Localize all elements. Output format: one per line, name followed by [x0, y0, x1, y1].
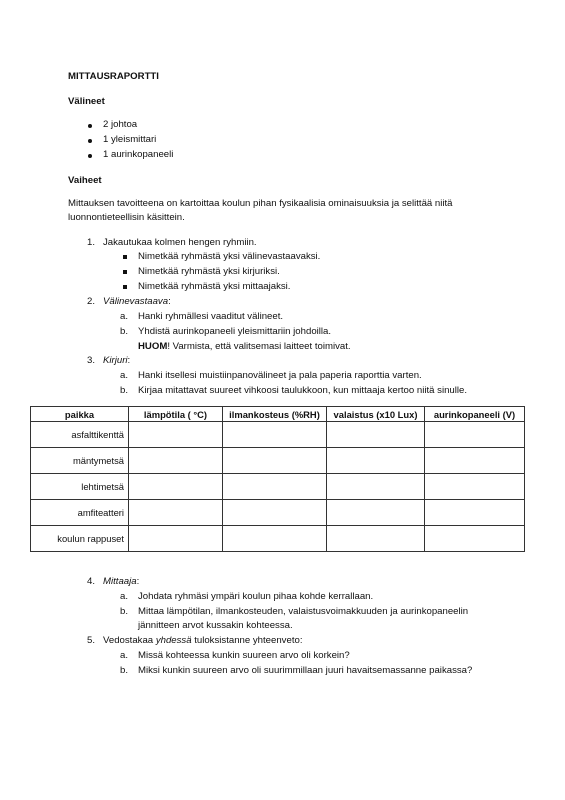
square-bullet-icon: [123, 270, 127, 274]
column-header: paikka: [31, 407, 129, 422]
column-header: lämpötila ( °C): [129, 407, 223, 422]
table-cell[interactable]: [129, 448, 223, 474]
table-row: [31, 474, 525, 500]
list-item: jännitteen arvot kussakin kohteessa.: [138, 620, 293, 631]
step-number: 1.: [87, 237, 96, 248]
column-header: aurinkopaneeli (V): [425, 407, 525, 422]
bullet-icon: [88, 139, 92, 143]
row-label: lehtimetsä: [31, 474, 129, 500]
list-item: 1 aurinkopaneeli: [103, 149, 174, 160]
list-item: Kirjaa mitattavat suureet vihkoosi taulukkoon, kun mittaaja kertoo niitä sinulle.: [138, 385, 468, 396]
step-number: 3.: [87, 355, 96, 366]
table-cell[interactable]: [327, 422, 425, 448]
step-1-text: Jakautukaa kolmen hengen ryhmiin.: [103, 237, 257, 248]
table-row: [31, 422, 525, 448]
warning-note: HUOM! Varmista, että valitsemasi laitteet toimivat.: [138, 341, 351, 352]
table-cell[interactable]: [223, 474, 327, 500]
bullet-icon: [88, 124, 92, 128]
table-row: [31, 448, 525, 474]
intro-text: luonnontieteellisin käsittein.: [68, 212, 185, 223]
table-cell[interactable]: [223, 448, 327, 474]
table-cell[interactable]: [223, 526, 327, 552]
table-cell[interactable]: [129, 500, 223, 526]
row-label: koulun rappuset: [31, 526, 129, 552]
table-cell[interactable]: [425, 422, 525, 448]
list-item: Nimetkää ryhmästä yksi kirjuriksi.: [138, 266, 280, 277]
sub-letter: a.: [120, 370, 129, 381]
table-cell[interactable]: [425, 448, 525, 474]
list-item: Nimetkää ryhmästä yksi välinevastaavaksi.: [138, 251, 321, 262]
sub-letter: b.: [120, 385, 129, 396]
table-cell[interactable]: [327, 526, 425, 552]
column-header: valaistus (x10 Lux): [327, 407, 425, 422]
table-cell[interactable]: [129, 422, 223, 448]
table-cell[interactable]: [425, 526, 525, 552]
step-5-text: Vedostakaa yhdessä tuloksistanne yhteenveto:: [103, 635, 303, 646]
square-bullet-icon: [123, 285, 127, 289]
table-cell[interactable]: [223, 500, 327, 526]
sub-letter: a.: [120, 650, 129, 661]
list-item: Johdata ryhmäsi ympäri koulun pihaa kohde kerrallaan.: [138, 591, 374, 602]
step-3-text: Kirjuri:: [103, 355, 131, 366]
table-cell[interactable]: [425, 474, 525, 500]
table-row: [31, 500, 525, 526]
sub-letter: b.: [120, 665, 129, 676]
list-item: Yhdistä aurinkopaneeli yleismittariin johdoilla.: [138, 326, 332, 337]
page-title: MITTAUSRAPORTTI: [68, 71, 159, 82]
column-header: ilmankosteus (%RH): [223, 407, 327, 422]
list-item: 2 johtoa: [103, 119, 138, 130]
table-cell[interactable]: [129, 526, 223, 552]
table-cell[interactable]: [327, 448, 425, 474]
measurement-table: [30, 406, 525, 552]
step-number: 4.: [87, 576, 96, 587]
row-label: asfalttikenttä: [31, 422, 129, 448]
table-header-row: [31, 407, 525, 422]
table-row: [31, 526, 525, 552]
step-4-text: Mittaaja:: [103, 576, 140, 587]
bullet-icon: [88, 154, 92, 158]
table-cell[interactable]: [223, 422, 327, 448]
intro-text: Mittauksen tavoitteena on kartoittaa koulun pihan fysikaalisia ominaisuuksia ja selittää niitä: [68, 198, 453, 209]
table-cell[interactable]: [129, 474, 223, 500]
table-cell[interactable]: [425, 500, 525, 526]
steps-heading: Vaiheet: [68, 175, 102, 186]
row-label: mäntymetsä: [31, 448, 129, 474]
sub-letter: b.: [120, 326, 129, 337]
list-item: Nimetkää ryhmästä yksi mittaajaksi.: [138, 281, 291, 292]
list-item: Hanki itsellesi muistiinpanovälineet ja pala paperia raporttia varten.: [138, 370, 422, 381]
list-item: Hanki ryhmällesi vaaditut välineet.: [138, 311, 284, 322]
equipment-heading: Välineet: [68, 96, 105, 107]
sub-letter: a.: [120, 311, 129, 322]
step-2-text: Välinevastaava:: [103, 296, 171, 307]
square-bullet-icon: [123, 255, 127, 259]
sub-letter: b.: [120, 606, 129, 617]
step-number: 2.: [87, 296, 96, 307]
table-cell[interactable]: [327, 474, 425, 500]
list-item: Missä kohteessa kunkin suureen arvo oli korkein?: [138, 650, 350, 661]
table-cell[interactable]: [327, 500, 425, 526]
step-number: 5.: [87, 635, 96, 646]
row-label: amfiteatteri: [31, 500, 129, 526]
sub-letter: a.: [120, 591, 129, 602]
list-item: 1 yleismittari: [103, 134, 157, 145]
list-item: Mittaa lämpötilan, ilmankosteuden, valaistusvoimakkuuden ja aurinkopaneelin: [138, 606, 469, 617]
list-item: Miksi kunkin suureen arvo oli suurimmillaan juuri havaitsemassanne paikassa?: [138, 665, 473, 676]
